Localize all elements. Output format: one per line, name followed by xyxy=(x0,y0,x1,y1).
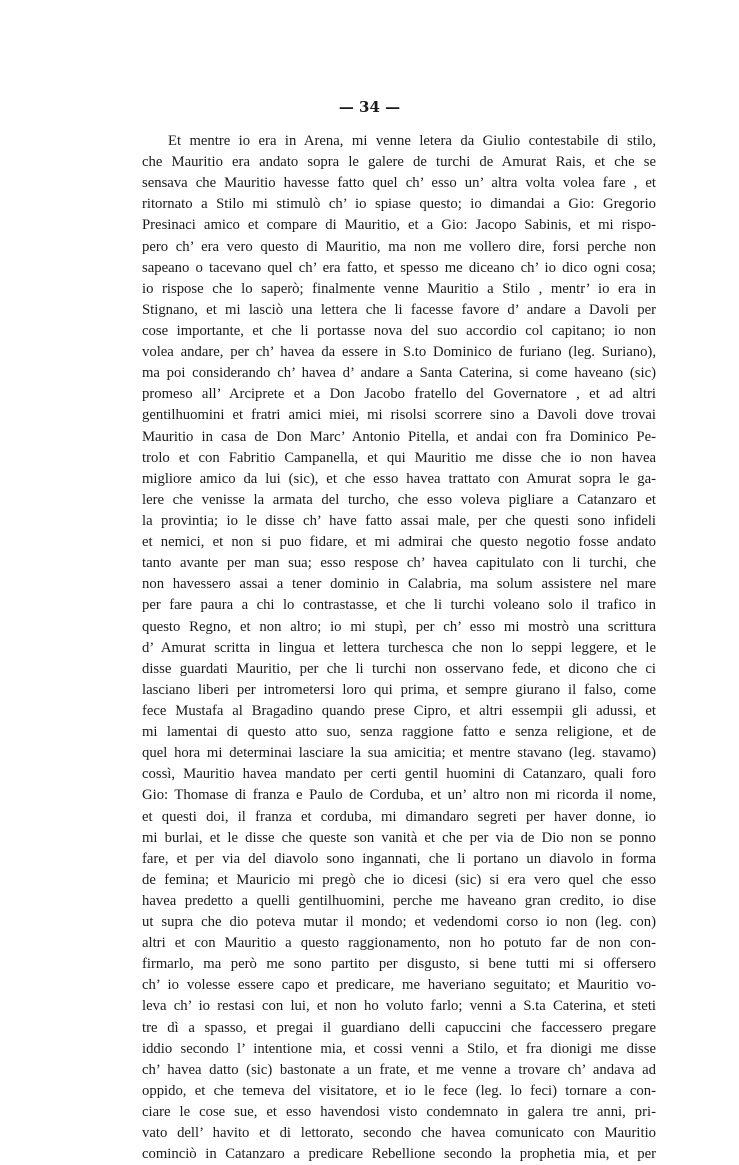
text-line: altri et con Mauritio a questo raggionamento, non ho potuto far de non con- xyxy=(142,935,656,952)
text-line: cossì, Mauritio havea mandato per certi gentil huomini di Catanzaro, quali foro xyxy=(142,766,656,783)
text-line: la provintia; io le disse ch’ have fatto assai male, per che questi sono infideli xyxy=(142,512,656,529)
text-line: vato dell’ havito et di lettorato, secondo che havea comunicato con Mauritio xyxy=(142,1125,656,1142)
text-line: trolo et con Fabritio Campanella, et qui Mauritio me disse che io non havea xyxy=(142,449,656,466)
text-line: lasciano liberi per intrometersi loro qui prima, et sempre giurano il falso, come xyxy=(142,681,656,698)
text-line: firmarlo, ma però me sono partito per disgusto, si bene tutti mi si offersero xyxy=(142,956,656,973)
text-line: cominciò in Catanzaro a predicare Rebellione secondo la prophetia mia, et per xyxy=(142,1146,656,1163)
body-text xyxy=(142,131,656,1165)
text-line: havea predetto a quelli gentilhuomini, perche me haveano gran credito, io dise xyxy=(142,892,656,909)
text-line: io rispose che lo saperò; finalmente venne Mauritio a Stilo , mentr’ io era in xyxy=(142,280,656,297)
text-line: quel hora mi determinai lasciare la sua amicitia; et mentre stavano (leg. stavamo) xyxy=(142,745,656,762)
text-line: ut supra che dio poteva mutar il mondo; et vedendomi corso io non (leg. con) xyxy=(142,914,656,931)
text-line: sapeano o tacevano quel ch’ era fatto, et spesso me diceano ch’ io dico ogni cosa; xyxy=(142,259,656,276)
text-line: migliore amico da lui (sic), et che esso havea trattato con Amurat sopra le ga- xyxy=(142,470,656,487)
text-line: lere che venisse la armata del turcho, che esso voleva pigliare a Catanzaro et xyxy=(142,491,656,508)
text-line: leva ch’ io restasi con lui, et non ho voluto farlo; venni a S.ta Caterina, et steti xyxy=(142,998,656,1015)
text-line: promeso all’ Arciprete et a Don Jacobo fratello del Governatore , et ad altri xyxy=(142,386,656,403)
text-line: non havessero assai a tener dominio in Calabria, ma solum assistere nel mare xyxy=(142,576,656,593)
text-line: cose importante, et che li portasse nova del suo accordio col capitano; io non xyxy=(142,322,656,339)
text-line: de femina; et Mauricio mi pregò che io dicesi (sic) si era vero quel che esso xyxy=(142,871,656,888)
text-line: tanto avante per man sua; esso respose ch’ havea capitulato con li turchi, che xyxy=(142,555,656,572)
text-line: ciare le cose sue, et esso havendosi visto condemnato in galera tre anni, pri- xyxy=(142,1104,656,1121)
text-line: et questi doi, il franza et corduba, mi dimandaro segreti per haver donne, io xyxy=(142,808,656,825)
text-line: fare, et per via del diavolo sono ingannati, che li portano un diavolo in forma xyxy=(142,850,656,867)
text-line: oppido, et che temeva del visitatore, et io le fece (leg. lo feci) tornare a con- xyxy=(142,1082,656,1099)
text-line: mi burlai, et le disse che queste son vanità et che per via de Dio non se ponno xyxy=(142,829,656,846)
text-line: Stignano, et mi lasciò una lettera che li facesse favore d’ andare a Davoli per xyxy=(142,301,656,318)
text-line: mi lamentai di questo atto suo, senza raggione fatto e senza religione, et de xyxy=(142,724,656,741)
text-line: volea andare, per ch’ havea da essere in S.to Dominico de furiano (leg. Suriano), xyxy=(142,344,656,361)
text-line: Presinaci amico et compare di Mauritio, et a Gio: Jacopo Sabinis, et mi rispo- xyxy=(142,217,656,234)
text-line: per fare paura a chi lo contrastasse, et che li turchi voleano solo il trafico in xyxy=(142,597,656,614)
text-line: gentilhuomini et fratri amici miei, mi risolsi scorrere sino a Davoli dove trovai xyxy=(142,407,656,424)
text-line: d’ Amurat scritta in lingua et lettera turchesca che non lo seppi leggere, et le xyxy=(142,639,656,656)
text-line: pero ch’ era vero questo di Mauritio, ma non me vollero dire, forsi perche non xyxy=(142,238,656,255)
text-line: questo Regno, et non altro; io mi stupì, per ch’ esso mi mostrò una scrittura xyxy=(142,618,656,635)
text-line: iddio secondo l’ intentione mia, et cossi venni a Stilo, et fra dionigi me disse xyxy=(142,1040,656,1057)
text-line: ch’ havea datto (sic) bastonate a un frate, et me venne a trovare ch’ andava ad xyxy=(142,1061,656,1078)
text-line: ma poi considerando ch’ havea d’ andare a Santa Caterina, si come haveano (sic) xyxy=(142,365,656,382)
text-line: che Mauritio era andato sopra le galere de turchi de Amurat Rais, et che se xyxy=(142,154,656,171)
page-number: — 34 — xyxy=(338,98,401,116)
text-line: tre dì a spasso, et pregai il guardiano delli capuccini che faccessero pregare xyxy=(142,1019,656,1036)
text-line: fece Mustafa al Bragadino quando prese Cipro, et altri essempii gli adussi, et xyxy=(142,702,656,719)
text-line: sensava che Mauritio havesse fatto quel ch’ esso un’ altra volta volea fare , et xyxy=(142,175,656,192)
text-line: Et mentre io era in Arena, mi venne letera da Giulio contestabile di stilo, xyxy=(168,133,656,149)
text-line: ritornato a Stilo mi stimulò ch’ io spiase questo; io dimandai a Gio: Gregorio xyxy=(142,196,656,213)
text-line: Gio: Thomase di franza e Paulo de Corduba, et un’ altro non mi ricorda il nome, xyxy=(142,787,656,804)
text-line: et nemici, et non si puo fidare, et mi admirai che questo negotio fosse andato xyxy=(142,534,656,551)
text-line: ch’ io volesse essere capo et predicare, me haveriano seguitato; et Mauritio vo- xyxy=(142,977,656,994)
text-line: disse guardati Mauritio, per che li turchi non osservano fede, et dicono che ci xyxy=(142,660,656,677)
text-line: Mauritio in casa de Don Marc’ Antonio Pitella, et andai con fra Dominico Pe- xyxy=(142,428,656,445)
